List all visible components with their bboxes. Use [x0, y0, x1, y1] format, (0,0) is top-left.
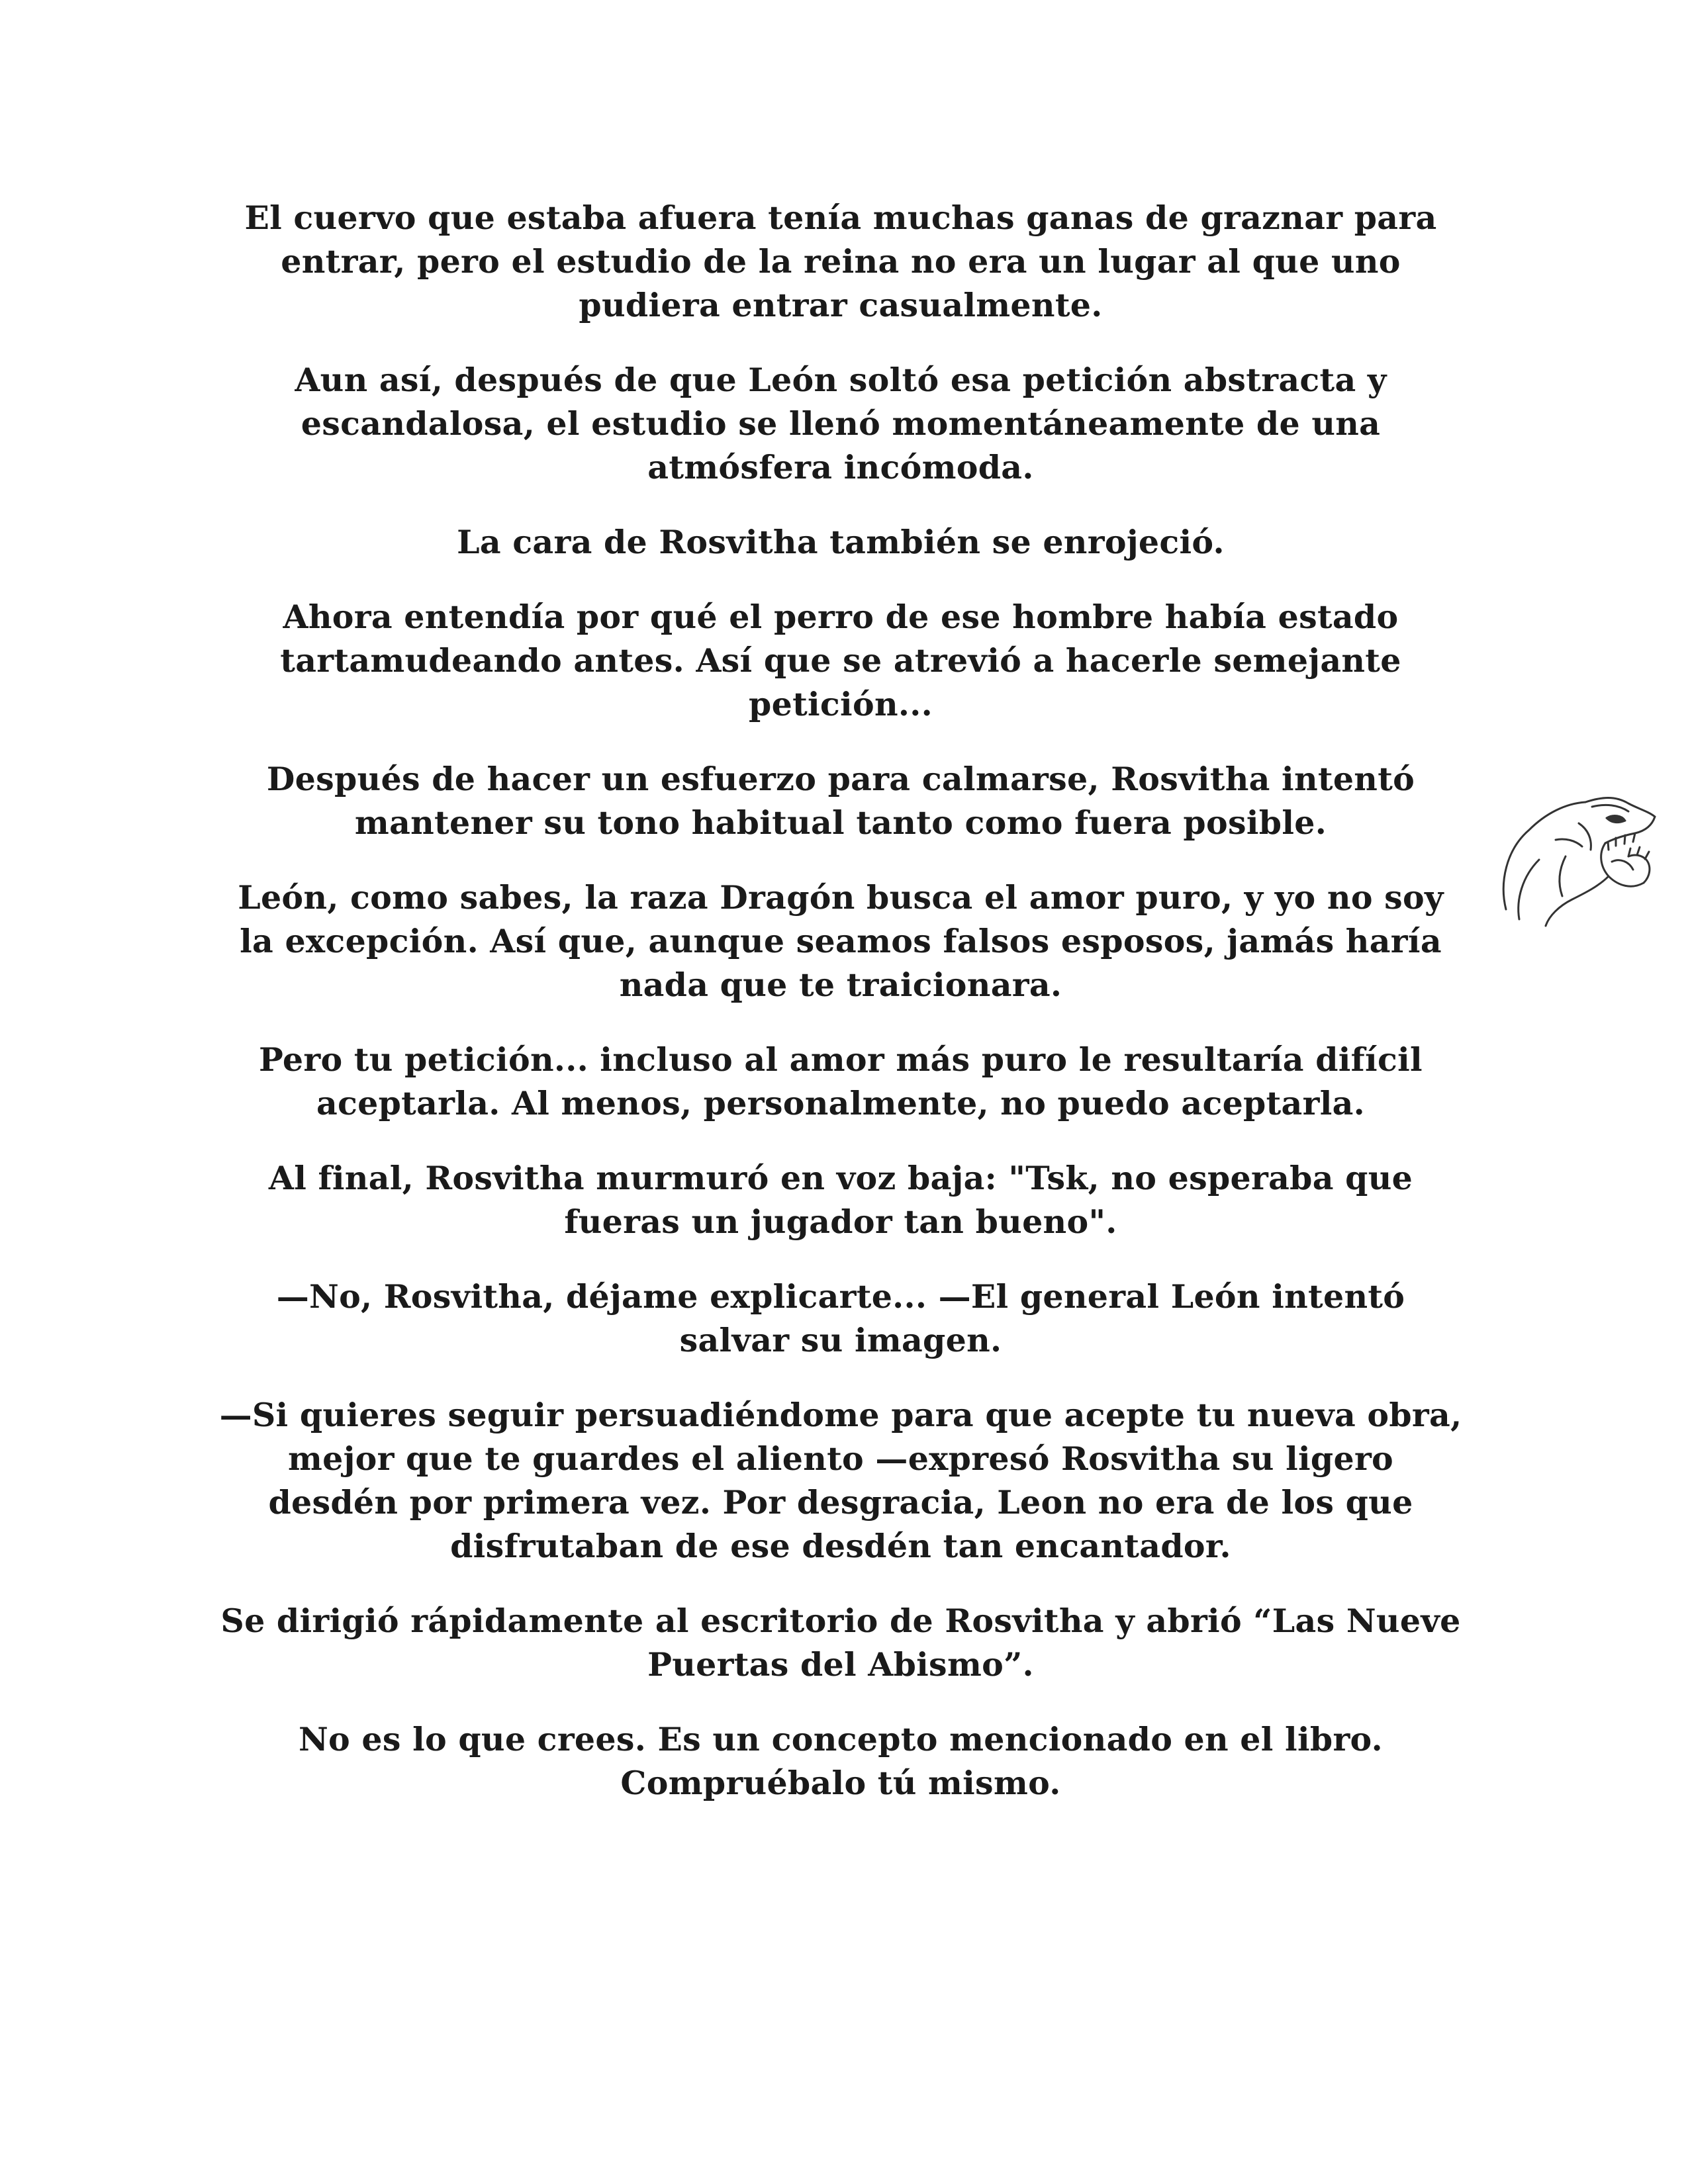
paragraph: —Si quieres seguir persuadiéndome para que acepte tu nueva obra, mejor que te guardes el aliento —expresó Rosvitha su ligero desdén por primera vez. Por desgracia, Leon no era de los que disfrutaban de ese desdén tan encantador. [219, 1396, 1462, 1565]
paragraph: Ahora entendía por qué el perro de ese hombre había estado tartamudeando antes. Así que se atrevió a hacerle semejante petición... [280, 598, 1401, 723]
paragraph: No es lo que crees. Es un concepto mencionado en el libro. Compruébalo tú mismo. [298, 1720, 1383, 1802]
dragon-head-icon [1493, 777, 1662, 931]
paragraph: El cuervo que estaba afuera tenía muchas ganas de graznar para entrar, pero el estudio de la reina no era un lugar al que uno pudiera entrar casualmente. [244, 199, 1437, 324]
paragraph: —No, Rosvitha, déjame explicarte... —El general León intentó salvar su imagen. [276, 1277, 1405, 1359]
paragraph: Se dirigió rápidamente al escritorio de Rosvitha y abrió “Las Nueve Puertas del Abismo”. [220, 1602, 1461, 1684]
paragraph: Aun así, después de que León soltó esa petición abstracta y escandalosa, el estudio se llenó momentáneamente de una atmósfera incómoda. [295, 361, 1387, 486]
paragraph: Al final, Rosvitha murmuró en voz baja: "Tsk, no esperaba que fueras un jugador tan bueno". [268, 1159, 1413, 1241]
paragraph: Pero tu petición... incluso al amor más puro le resultaría difícil aceptarla. Al menos, personalmente, no puedo aceptarla. [259, 1040, 1423, 1122]
paragraph: La cara de Rosvitha también se enrojeció. [457, 523, 1225, 561]
paragraph: Después de hacer un esfuerzo para calmarse, Rosvitha intentó mantener su tono habitual tanto como fuera posible. [266, 760, 1415, 842]
document-body [218, 196, 1463, 1836]
paragraph: León, como sabes, la raza Dragón busca el amor puro, y yo no soy la excepción. Así que, aunque seamos falsos esposos, jamás haría nada que te traicionara. [238, 878, 1444, 1004]
